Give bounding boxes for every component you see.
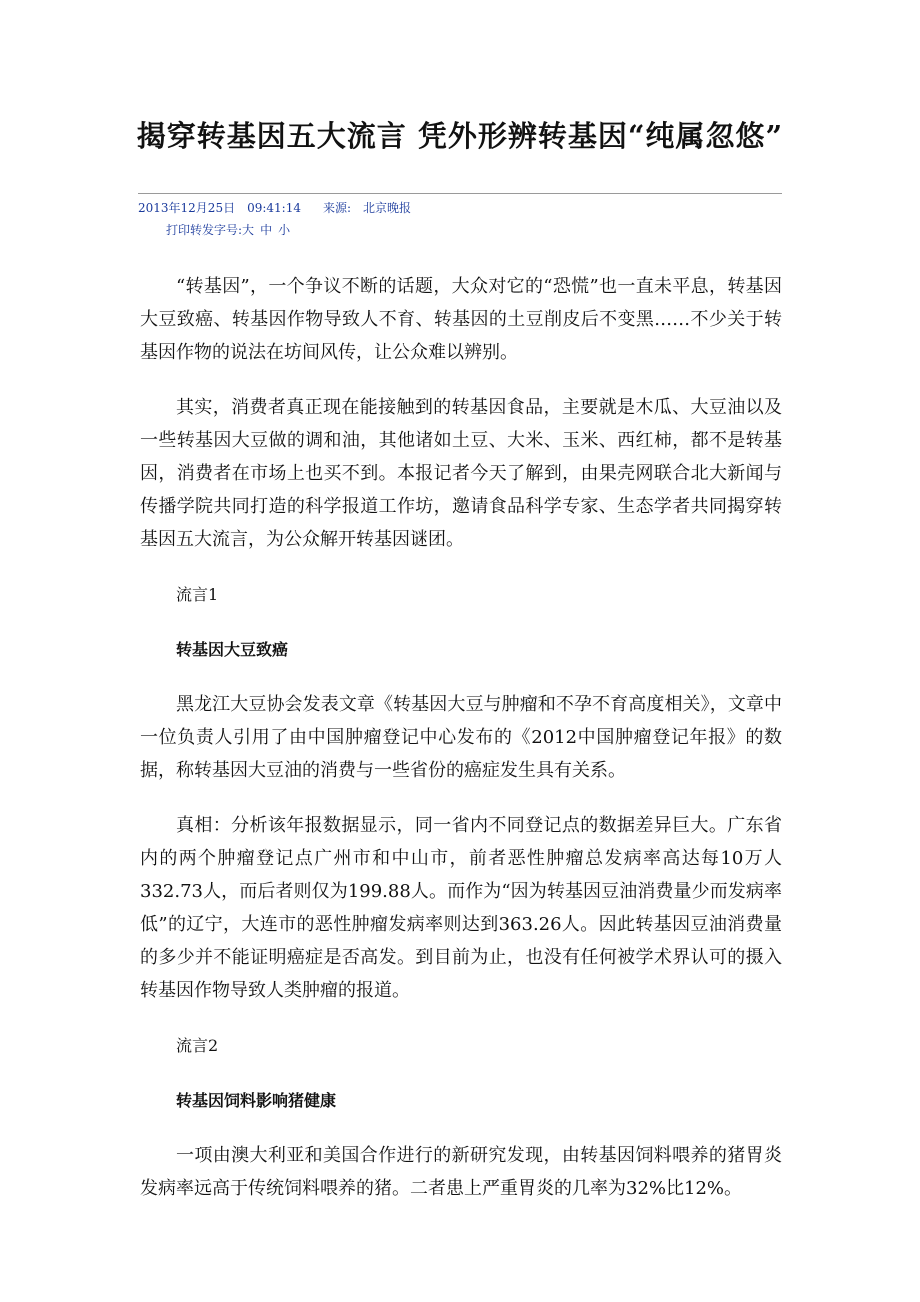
intro-paragraph: “转基因”，一个争议不断的话题，大众对它的“恐慌”也一直未平息，转基因大豆致癌、转基因作物导致人不育、转基因的土豆削皮后不变黑……不少关于转基因作物的说法在坊间风传，让公众难以辨别。 — [140, 276, 782, 363]
rumor-1-title: 转基因大豆致癌 — [176, 640, 289, 659]
print-label: 打印转发字号: — [166, 223, 243, 237]
rumor-2-label: 流言2 — [176, 1036, 219, 1055]
source-link[interactable]: 北京晚报 — [363, 201, 412, 215]
source-label: 来源: — [323, 201, 352, 215]
font-size-large-link[interactable]: 大 — [242, 223, 255, 237]
font-size-medium-link[interactable]: 中 — [260, 223, 273, 237]
rumor-2-title: 转基因饲料影响猪健康 — [176, 1091, 337, 1110]
article-meta — [138, 199, 411, 217]
article-body — [140, 270, 782, 1205]
publish-date: 2013年12月25日 — [138, 201, 236, 215]
rumor-1-label: 流言1 — [176, 585, 219, 604]
article-title: 揭穿转基因五大流言 凭外形辨转基因“纯属忽悠” — [136, 119, 784, 153]
rumor-1-claim-paragraph: 黑龙江大豆协会发表文章《转基因大豆与肿瘤和不孕不育高度相关》，文章中一位负责人引用了由中国肿瘤登记中心发布的《2012中国肿瘤登记年报》的数据，称转基因大豆油的消费与一些省份的癌症发生具有关系。 — [140, 694, 782, 781]
title-divider — [138, 193, 782, 194]
rumor-2-claim-paragraph: 一项由澳大利亚和美国合作进行的新研究发现，由转基因饲料喂养的猪胃炎发病率远高于传统饲料喂养的猪。二者患上严重胃炎的几率为32%比12%。 — [140, 1145, 782, 1199]
background-paragraph: 其实，消费者真正现在能接触到的转基因食品，主要就是木瓜、大豆油以及一些转基因大豆做的调和油，其他诸如土豆、大米、玉米、西红柿，都不是转基因，消费者在市场上也买不到。本报记者今天了解到，由果壳网联合北大新闻与传播学院共同打造的科学报道工作坊，邀请食品科学专家、生态学者共同揭穿转基因五大流言，为公众解开转基因谜团。 — [140, 397, 782, 550]
rumor-1-truth-paragraph: 真相：分析该年报数据显示，同一省内不同登记点的数据差异巨大。广东省内的两个肿瘤登记点广州市和中山市，前者恶性肿瘤总发病率高达每10万人332.73人，而后者则仅为199.88人。而作为“因为转基因豆油消费量少而发病率低”的辽宁，大连市的恶性肿瘤发病率则达到363.26人。因此转基因豆油消费量的多少并不能证明癌症是否高发。到目前为止，也没有任何被学术界认可的摄入转基因作物导致人类肿瘤的报道。 — [140, 815, 782, 1001]
font-size-small-link[interactable]: 小 — [278, 223, 291, 237]
print-tools — [166, 221, 296, 239]
publish-time: 09:41:14 — [247, 201, 301, 215]
